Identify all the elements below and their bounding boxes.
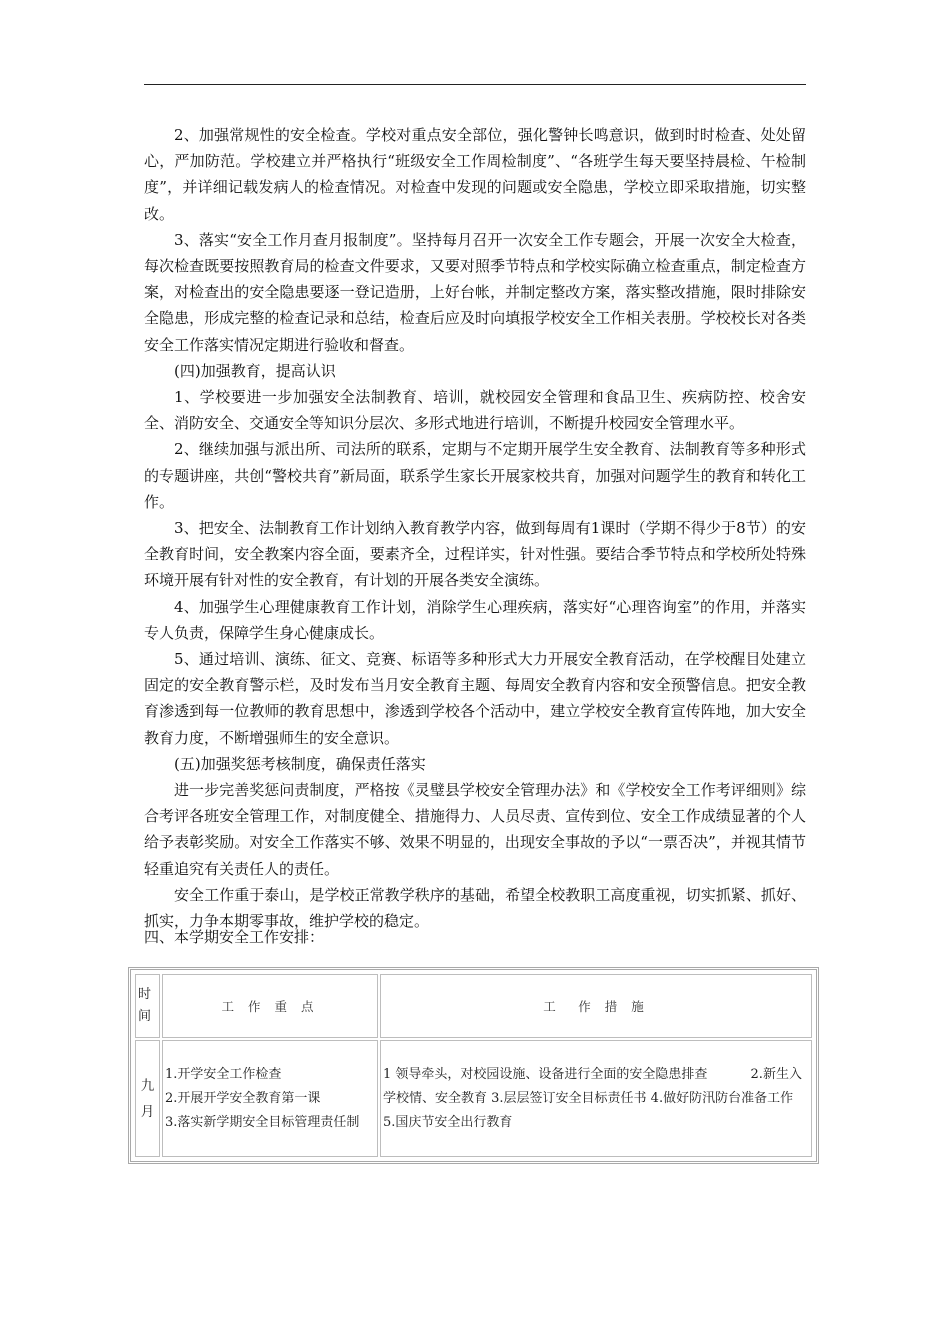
header-measures: 工 作 措 施 <box>380 974 812 1038</box>
focus-item: 3.落实新学期安全目标管理责任制 <box>165 1114 360 1130</box>
document-body <box>144 122 806 934</box>
month-cell: 九月 <box>135 1040 160 1157</box>
subheading: (四)加强教育，提高认识 <box>174 361 336 380</box>
table-row <box>135 1040 812 1157</box>
focus-cell <box>162 1040 378 1157</box>
header-focus: 工 作 重 点 <box>162 974 378 1038</box>
header-rule <box>144 84 806 85</box>
paragraph: 4、加强学生心理健康教育工作计划，消除学生心理疾病，落实好“心理咨询室”的作用，并落实专人负责，保障学生身心健康成长。 <box>144 597 806 642</box>
schedule-table <box>133 972 814 1159</box>
paragraph: 进一步完善奖惩问责制度，严格按《灵璧县学校安全管理办法》和《学校安全工作考评细则》综合考评各班安全管理工作，对制度健全、措施得力、人员尽责、宣传到位、安全工作成绩显著的个人给予表彰奖励。对安全工作落实不够、效果不明显的，出现安全事故的予以“一票否决”，并视其情节轻重追究有关责任人的责任。 <box>144 781 806 878</box>
subheading: (五)加强奖惩考核制度，确保责任落实 <box>174 754 426 773</box>
paragraph: 安全工作重于泰山，是学校正常教学秩序的基础，希望全校教职工高度重视，切实抓紧、抓好、抓实，力争本期零事故，维护学校的稳定。 <box>144 885 806 931</box>
paragraph: 2、加强常规性的安全检查。学校对重点安全部位，强化警钟长鸣意识，做到时时检查、处处留心，严加防范。学校建立并严格执行“班级安全工作周检制度”、“各班学生每天要坚持晨检、午检制度”，并详细记载发病人的检查情况。对检查中发现的问题或安全隐患，学校立即采取措施，切实整改。 <box>144 126 806 223</box>
paragraph: 1、学校要进一步加强安全法制教育、培训，就校园安全管理和食品卫生、疾病防控、校舍安全、消防安全、交通安全等知识分层次、多形式地进行培训，不断提升校园安全管理水平。 <box>144 388 806 433</box>
header-time: 时间 <box>135 974 160 1038</box>
paragraph: 3、落实“安全工作月查月报制度”。坚持每月召开一次安全工作专题会，开展一次安全大检查，每次检查既要按照教育局的检查文件要求，又要对照季节特点和学校实际确立检查重点，制定检查方案，对检查出的安全隐患要逐一登记造册，上好台帐，并制定整改方案，落实整改措施，限时排除安全隐患，形成完整的检查记录和总结，检查后应及时向填报学校安全工作相关表册。学校校长对各类安全工作落实情况定期进行验收和督查。 <box>144 230 806 354</box>
paragraph: 2、继续加强与派出所、司法所的联系，定期与不定期开展学生安全教育、法制教育等多种形式的专题讲座，共创“警校共育”新局面，联系学生家长开展家校共育，加强对问题学生的教育和转化工作。 <box>144 440 806 511</box>
section-title: 四、本学期安全工作安排： <box>144 928 325 946</box>
schedule-table-frame <box>128 967 819 1164</box>
focus-item: 2.开展开学安全教育第一课 <box>165 1090 321 1106</box>
measures-cell: 1 领导牵头，对校园设施、设备进行全面的安全隐患排查 2.新生入学校情、安全教育 3.层层签订安全目标责任书 4.做好防汛防台准备工作 5.国庆节安全出行教育 <box>380 1040 812 1157</box>
paragraph: 5、通过培训、演练、征文、竞赛、标语等多种形式大力开展安全教育活动，在学校醒目处建立固定的安全教育警示栏，及时发布当月安全教育主题、每周安全教育内容和安全预警信息。把安全教育渗透到每一位教师的教育思想中，渗透到学校各个活动中，建立学校安全教育宣传阵地，加大安全教育力度，不断增强师生的安全意识。 <box>144 650 806 747</box>
focus-item: 1.开学安全工作检查 <box>165 1066 282 1082</box>
table-header-row <box>135 974 812 1038</box>
paragraph: 3、把安全、法制教育工作计划纳入教育教学内容，做到每周有1课时（学期不得少于8节）的安全教育时间，安全教案内容全面，要素齐全，过程详实，针对性强。要结合季节特点和学校所处特殊环境开展有针对性的安全教育，有计划的开展各类安全演练。 <box>144 519 806 590</box>
